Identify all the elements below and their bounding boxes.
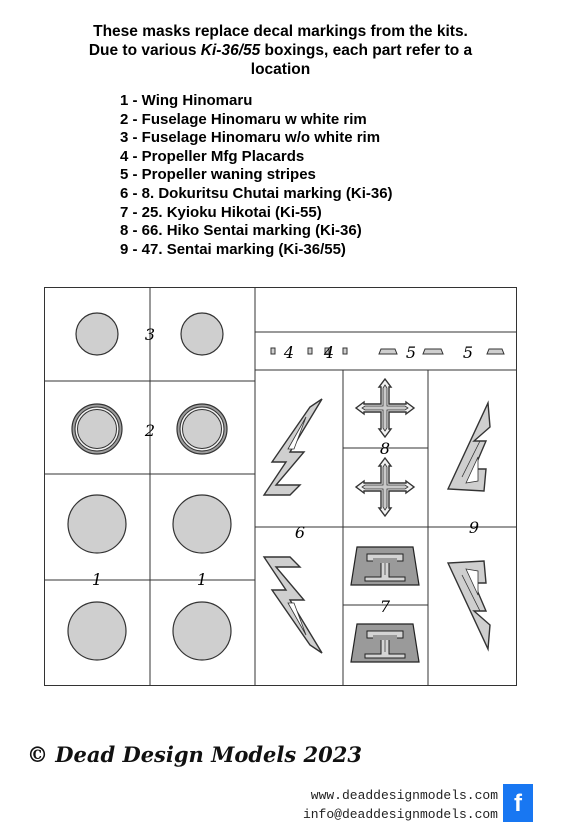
part-label-1: 1 — [91, 570, 103, 589]
part-label-6: 6 — [294, 523, 306, 542]
fuselage-hinomaru-no-rim — [181, 313, 223, 355]
facebook-icon[interactable]: f — [503, 784, 533, 822]
intro-line-3: location — [250, 61, 311, 78]
legend-item: 1 - Wing Hinomaru — [120, 92, 253, 109]
kyioku-emblem-marking — [351, 547, 419, 585]
wing-hinomaru — [173, 602, 231, 660]
part-label-9: 9 — [468, 518, 480, 537]
chutai-bolt-marking — [264, 399, 322, 495]
legend-item: 2 - Fuselage Hinomaru w white rim — [120, 110, 367, 128]
wing-hinomaru — [68, 602, 126, 660]
fuselage-hinomaru-no-rim — [76, 313, 118, 355]
legend-item: 3 - Fuselage Hinomaru w/o white rim — [120, 129, 381, 147]
kit-name: Ki-36/55 — [200, 42, 261, 59]
kyioku-emblem-marking — [351, 624, 419, 662]
part-label-7: 7 — [379, 597, 391, 616]
sentai-cross-marking — [356, 379, 414, 437]
fuselage-hinomaru-with-rim — [72, 404, 122, 454]
website-link[interactable]: www.deaddesignmodels.com — [310, 788, 498, 803]
legend-item: 6 - 8. Dokuritsu Chutai marking (Ki-36) — [120, 184, 393, 202]
intro-line-1: These masks replace decal markings from the kits. — [93, 23, 468, 40]
intro-text — [0, 22, 561, 79]
intro-line-2 — [0, 41, 561, 60]
legend-item: 7 - 25. Kyioku Hikotai (Ki-55) — [120, 203, 322, 221]
part-label-2: 2 — [144, 421, 156, 440]
propeller-warning-stripes — [379, 349, 504, 354]
chutai-bolt-marking — [264, 557, 322, 653]
intro-line-2-end: boxings, each part refer to a — [260, 42, 473, 59]
part-label-5: 5 — [405, 343, 417, 362]
parts-legend — [120, 92, 393, 259]
wing-hinomaru — [68, 495, 126, 553]
sentai-v-marking — [448, 561, 490, 649]
legend-item: 5 - Propeller waning stripes — [120, 166, 316, 184]
fuselage-hinomaru-with-rim — [177, 404, 227, 454]
part-label-3: 3 — [144, 325, 156, 344]
propeller-placards — [271, 348, 347, 354]
intro-line-2-start: Due to various — [88, 42, 201, 59]
part-label-4: 4 — [323, 343, 335, 362]
mask-sheet — [44, 287, 517, 686]
legend-item: 8 - 66. Hiko Sentai marking (Ki-36) — [120, 222, 362, 240]
part-label-5: 5 — [462, 343, 474, 362]
legend-item: 4 - Propeller Mfg Placards — [120, 147, 305, 165]
wing-hinomaru — [173, 495, 231, 553]
email-link[interactable]: info@deaddesignmodels.com — [302, 807, 498, 822]
sentai-cross-marking — [356, 458, 414, 516]
part-label-4: 4 — [283, 343, 295, 362]
part-label-8: 8 — [379, 439, 391, 458]
copyright-notice: © Dead Design Models 2023 — [27, 742, 362, 767]
legend-item: 9 - 47. Sentai marking (Ki-36/55) — [120, 240, 346, 258]
sentai-v-marking — [448, 403, 490, 491]
part-label-1: 1 — [196, 570, 208, 589]
contact-info — [262, 786, 498, 824]
